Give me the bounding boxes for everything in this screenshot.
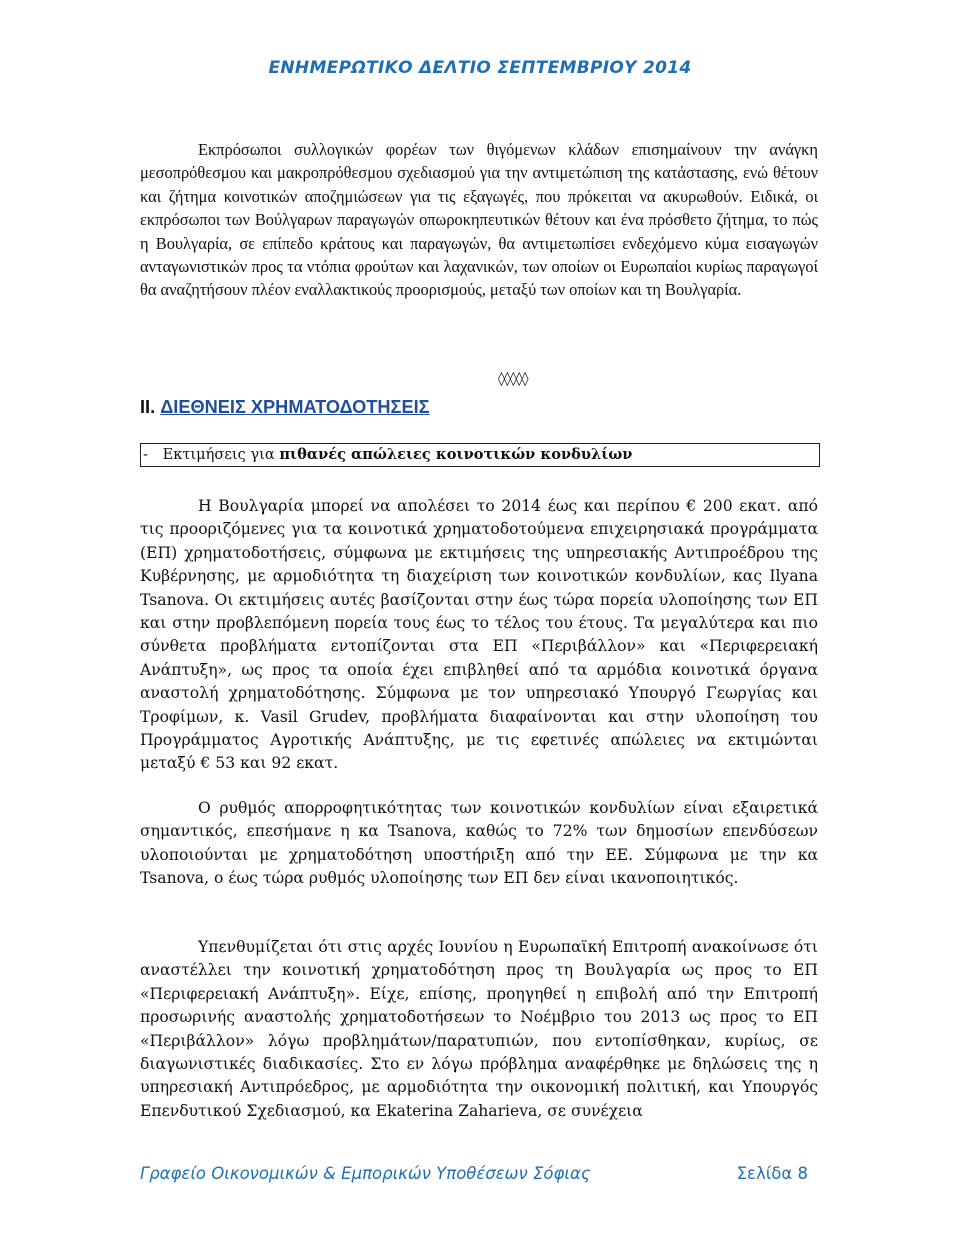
section-title-part1: ΔΙΕΘΝΕΙΣ ΧΡΗΜΑΤΟ bbox=[160, 397, 340, 417]
body-paragraph: Ο ρυθμός απορροφητικότητας των κοινοτικών κονδυλίων είναι εξαιρετικά σημαντικός, επεσήμανε η κα Tsanova, καθώς το 72% των δημοσίων επενδύσεων υλοποιούνται με χρηματοδότηση υποστήριξη από την ΕΕ. Σύμφωνα με την κα Tsanova, ο έως τώρα ρυθμός υλοποίησης των ΕΠ δεν είναι ικανοποιητικός. bbox=[140, 799, 818, 888]
subheading-prefix: Εκτιμήσεις για bbox=[162, 446, 275, 463]
intro-paragraph: Εκπρόσωποι συλλογικών φορέων των θιγόμενων κλάδων επισημαίνουν την ανάγκη μεσοπρόθεσμου και μακροπρόθεσμου σχεδιασμού για την αντιμετώπιση της κατάστασης, ενώ θέτουν και ζήτημα κοινοτικών αποζημιώσεων για τις εξαγωγές, που πρόκειται να ακυρωθούν. Ειδικά, οι εκπρόσωποι των Βούλγαρων παραγωγών οπωροκηπευτικών θέτουν και ένα πρόσθετο ζήτημα, το πώς η Βουλγαρία, σε επίπεδο κράτους και παραγωγών, θα αντιμετωπίσει ενδεχόμενο κύμα εισαγωγών ανταγωνιστικών προς τα ντόπια φρούτων και λαχανικών, των οποίων οι Ευρωπαίοι κυρίως παραγωγοί θα αναζητήσουν πλέον εναλλακτικούς προορισμούς, μεταξύ των οποίων και τη Βουλγαρία. bbox=[140, 140, 818, 300]
section-heading bbox=[140, 397, 430, 418]
footer-office: Γραφείο Οικονομικών & Εμπορικών Υποθέσεων Σόφιας bbox=[140, 1164, 591, 1183]
section-number: II. bbox=[140, 397, 156, 417]
section-title-underlined: Δ bbox=[339, 397, 353, 417]
subheading-dash: - bbox=[143, 446, 148, 463]
page-footer bbox=[140, 1164, 808, 1183]
page-header-title: ΕΝΗΜΕΡΩΤΙΚΟ ΔΕΛΤΙΟ ΣΕΠΤΕΜΒΡΙΟΥ 2014 bbox=[268, 58, 692, 78]
section-title-part2: ΟΤΗΣΕΙΣ bbox=[352, 397, 430, 417]
footer-page-number: Σελίδα 8 bbox=[736, 1164, 808, 1183]
body-paragraph: Υπενθυμίζεται ότι στις αρχές Ιουνίου η Ευρωπαϊκή Επιτροπή ανακοίνωσε ότι αναστέλλει την κοινοτική χρηματοδότηση προς τη Βουλγαρία ως προς το ΕΠ «Περιφερειακή Ανάπτυξη». Είχε, επίσης, προηγηθεί η επιβολή από την Επιτροπή προσωρινής αναστολής χρηματοδοτήσεων το Νοέμβριο του 2013 ως προς το ΕΠ «Περιβάλλον» λόγω προβλημάτων/παρατυπιών, που εντοπίσθηκαν, κυρίως, σε διαγωνιστικές διαδικασίες. Στο εν λόγω πρόβλημα αναφέρθηκε με δηλώσεις της η υπηρεσιακή Αντιπρόεδρος, με αρμοδιότητα την οικονομική πολιτική, και Υπουργός Επενδυτικού Σχεδιασμού, κα Ekaterina Zaharieva, σε συνέχεια bbox=[140, 938, 818, 1120]
boxed-subheading bbox=[140, 443, 820, 467]
section-separator: ◊◊◊◊◊ bbox=[498, 371, 528, 387]
subheading-bold: πιθανές απώλειες κοινοτικών κονδυλίων bbox=[279, 446, 633, 463]
section-title bbox=[160, 397, 429, 417]
body-paragraph: Η Βουλγαρία μπορεί να απολέσει το 2014 έως και περίπου € 200 εκατ. από τις προοριζόμενες για τα κοινοτικά χρηματοδοτούμενα επιχειρησιακά προγράμματα (ΕΠ) χρηματοδοτήσεις, σύμφωνα με εκτιμήσεις της υπηρεσιακής Αντιπροέδρου της Κυβέρνησης, με αρμοδιότητα τη διαχείριση των κοινοτικών κονδυλίων, κας Ilyana Tsanova. Οι εκτιμήσεις αυτές βασίζονται στην έως τώρα πορεία υλοποίησης των ΕΠ και στην προβλεπόμενη πορεία τους έως το τέλος του έτους. Τα μεγαλύτερα και πιο σύνθετα προβλήματα εντοπίζονται στα ΕΠ «Περιβάλλον» και «Περιφερειακή Ανάπτυξη», ως προς τα οποία έχει επιβληθεί από τα αρμόδια κοινοτικά όργανα αναστολή χρηματοδότησης. Σύμφωνα με τον υπηρεσιακό Υπουργό Γεωργίας και Τροφίμων, κ. Vasil Grudev, προβλήματα διαφαίνονται και στην υλοποίηση του Προγράμματος Αγροτικής Ανάπτυξης, με τις εφετινές απώλειες να εκτιμώνται μεταξύ € 53 και 92 εκατ. bbox=[140, 497, 818, 773]
